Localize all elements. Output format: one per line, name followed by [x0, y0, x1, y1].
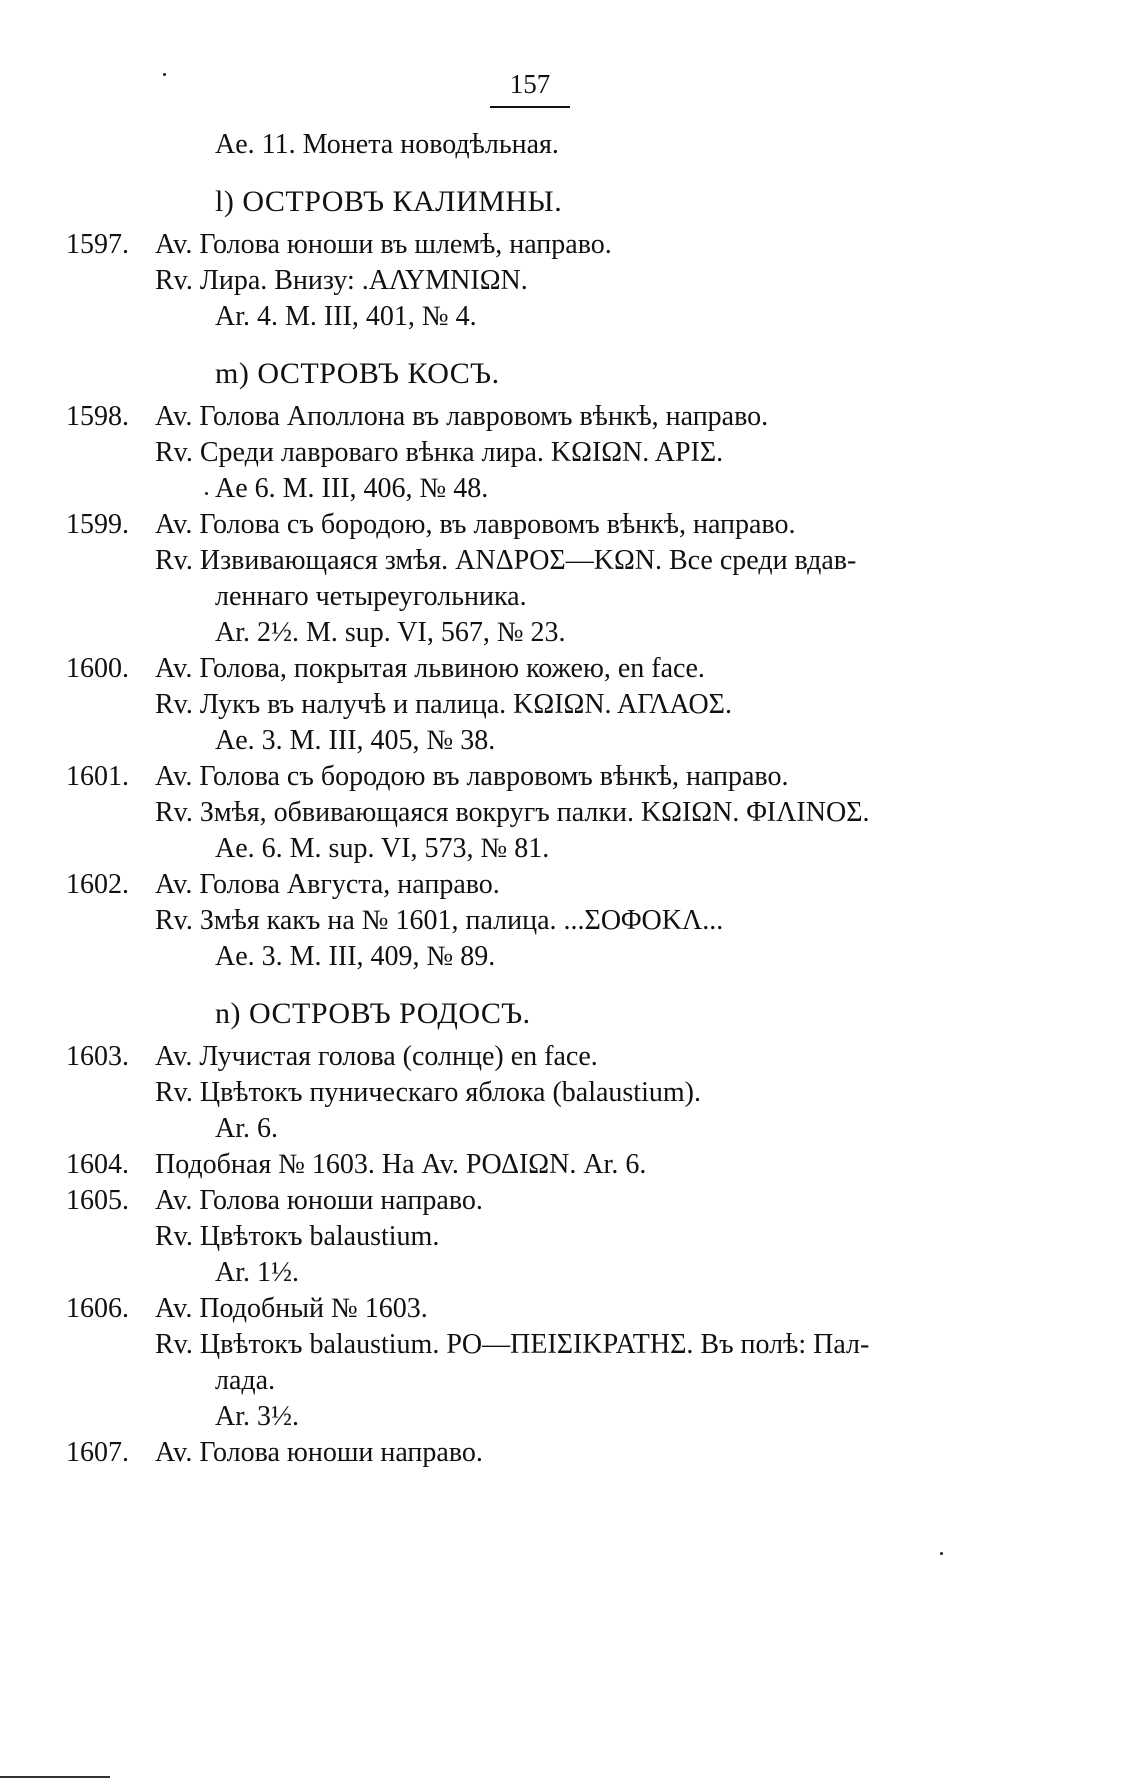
text-line: Ae. 3. M. III, 405, № 38.: [215, 725, 496, 756]
text-line: Ar. 3½.: [215, 1401, 299, 1432]
text-line: Rv. Лира. Внизу: .ΑΛΥΜΝΙΩΝ.: [155, 265, 528, 296]
text-line: Av. Голова съ бородою, въ лавровомъ вѣнкѣ, направо.: [155, 509, 796, 540]
text-line: Av. Голова съ бородою въ лавровомъ вѣнкѣ, направо.: [155, 761, 789, 792]
text-line: Ae 6. M. III, 406, № 48.: [215, 473, 489, 504]
text-line: Av. Лучистая голова (солнце) en face.: [155, 1041, 598, 1072]
scan-speck: [940, 1552, 943, 1555]
entry-number-1605: 1605.: [66, 1185, 129, 1216]
section-heading-rhodes: n) ОСТРОВЪ РОДОСЪ.: [215, 997, 531, 1030]
entry-number-1599: 1599.: [66, 509, 129, 540]
text-line: Rv. Змѣя, обвивающаяся вокругъ палки. ΚΩΙΩΝ. ΦΙΛΙΝΟΣ.: [155, 797, 870, 828]
text-line: Av. Голова, покрытая львиною кожею, en face.: [155, 653, 705, 684]
text-line: Rv. Цвѣтокъ пуническаго яблока (balaustium).: [155, 1077, 701, 1108]
text-line: Ar. 1½.: [215, 1257, 299, 1288]
text-line: Ar. 2½. M. sup. VI, 567, № 23.: [215, 617, 566, 648]
page-number: 157: [490, 70, 570, 108]
entry-number-1601: 1601.: [66, 761, 129, 792]
entry-number-1604: 1604.: [66, 1149, 129, 1180]
text-line: Rv. Лукъ въ налучѣ и палица. ΚΩΙΩΝ. ΑΓΛΑΟΣ.: [155, 689, 732, 720]
text-line: Rv. Цвѣтокъ balaustium.: [155, 1221, 440, 1252]
section-heading-kalymna: l) ОСТРОВЪ КАЛИМНЫ.: [215, 185, 563, 218]
text-line: Av. Голова Августа, направо.: [155, 869, 500, 900]
scan-speck: [163, 73, 166, 76]
scan-edge-mark: [0, 1776, 110, 1778]
text-line: Av. Голова Аполлона въ лавровомъ вѣнкѣ, направо.: [155, 401, 769, 432]
text-line: Av. Голова юноши направо.: [155, 1185, 483, 1216]
text-line: Ar. 4. M. III, 401, № 4.: [215, 301, 477, 332]
text-line: Rv. Среди лавроваго вѣнка лира. ΚΩΙΩΝ. ΑΡΙΣ.: [155, 437, 724, 468]
text-line: Av. Голова юноши въ шлемѣ, направо.: [155, 229, 612, 260]
text-line: лада.: [215, 1365, 276, 1396]
entry-number-1598: 1598.: [66, 401, 129, 432]
section-heading-kos: m) ОСТРОВЪ КОСЪ.: [215, 357, 500, 390]
text-line: Ar. 6.: [215, 1113, 278, 1144]
text-line: леннаго четыреугольника.: [215, 581, 527, 612]
entry-number-1602: 1602.: [66, 869, 129, 900]
entry-number-1600: 1600.: [66, 653, 129, 684]
text-line: Av. Голова юноши направо.: [155, 1437, 483, 1468]
text-line: Ae. 6. M. sup. VI, 573, № 81.: [215, 833, 550, 864]
entry-number-1607: 1607.: [66, 1437, 129, 1468]
entry-number-1603: 1603.: [66, 1041, 129, 1072]
text-line: Av. Подобный № 1603.: [155, 1293, 428, 1324]
text-line: Rv. Змѣя какъ на № 1601, палица. ...ΣΟΦΟΚΛ...: [155, 905, 724, 936]
entry-number-1606: 1606.: [66, 1293, 129, 1324]
text-line: Ae. 3. M. III, 409, № 89.: [215, 941, 496, 972]
text-line: Подобная № 1603. На Av. ΡΟΔΙΩΝ. Ar. 6.: [155, 1149, 647, 1180]
entry-number-1597: 1597.: [66, 229, 129, 260]
text-line: Ae. 11. Монета новодѣльная.: [215, 129, 559, 160]
text-line: Rv. Извивающаяся змѣя. ΑΝΔΡΟΣ—ΚΩΝ. Все среди вдав-: [155, 545, 857, 576]
scan-speck: [205, 492, 208, 495]
text-line: Rv. Цвѣтокъ balaustium. ΡΟ—ΠΕΙΣΙΚΡΑΤΗΣ. Въ полѣ: Пал-: [155, 1329, 870, 1360]
